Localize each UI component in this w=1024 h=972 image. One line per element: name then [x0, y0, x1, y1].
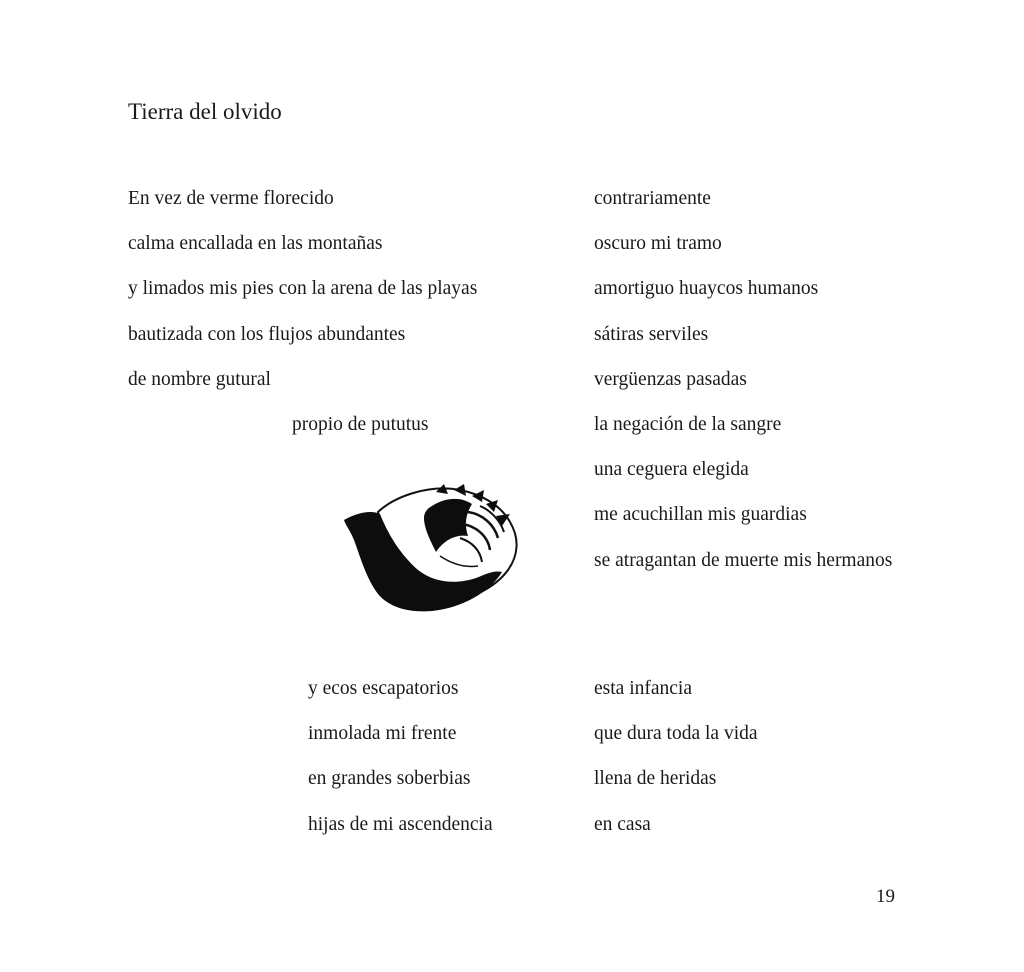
verse-line: y limados mis pies con la arena de las playas: [128, 278, 478, 300]
stanza-left-bottom: [308, 675, 493, 856]
verse-line: sátiras serviles: [594, 323, 709, 345]
verse-line: de nombre gutural: [128, 368, 271, 390]
conch-shell-icon: [340, 484, 525, 614]
verse-line: vergüenzas pasadas: [594, 368, 747, 390]
verse-line: me acuchillan mis guardias: [594, 504, 807, 526]
verse-line: esta infancia: [594, 678, 692, 699]
page-number: 19: [876, 886, 895, 907]
stanza-right-bottom: [594, 675, 758, 856]
verse-line: en grandes soberbias: [308, 768, 471, 790]
verse-line: hijas de mi ascendencia: [308, 813, 493, 835]
verse-line: En vez de verme florecido: [128, 188, 334, 209]
verse-line: que dura toda la vida: [594, 723, 758, 745]
verse-line: contrariamente: [594, 188, 711, 209]
stanza-left-top: [128, 185, 477, 456]
stanza-right-top: [594, 185, 892, 592]
verse-line: amortiguo huaycos humanos: [594, 278, 819, 300]
verse-line: y ecos escapatorios: [308, 678, 459, 699]
verse-line: calma encallada en las montañas: [128, 233, 383, 255]
verse-line: una ceguera elegida: [594, 459, 749, 481]
verse-line: inmolada mi frente: [308, 723, 457, 745]
verse-line: oscuro mi tramo: [594, 233, 722, 255]
verse-line: en casa: [594, 813, 651, 835]
verse-line: llena de heridas: [594, 768, 717, 790]
verse-line: se atragantan de muerte mis hermanos: [594, 549, 893, 571]
verse-line: la negación de la sangre: [594, 413, 782, 435]
verse-line: bautizada con los flujos abundantes: [128, 323, 406, 345]
verse-line-indented: propio de pututus: [292, 413, 429, 435]
poem-title: Tierra del olvido: [128, 99, 282, 124]
